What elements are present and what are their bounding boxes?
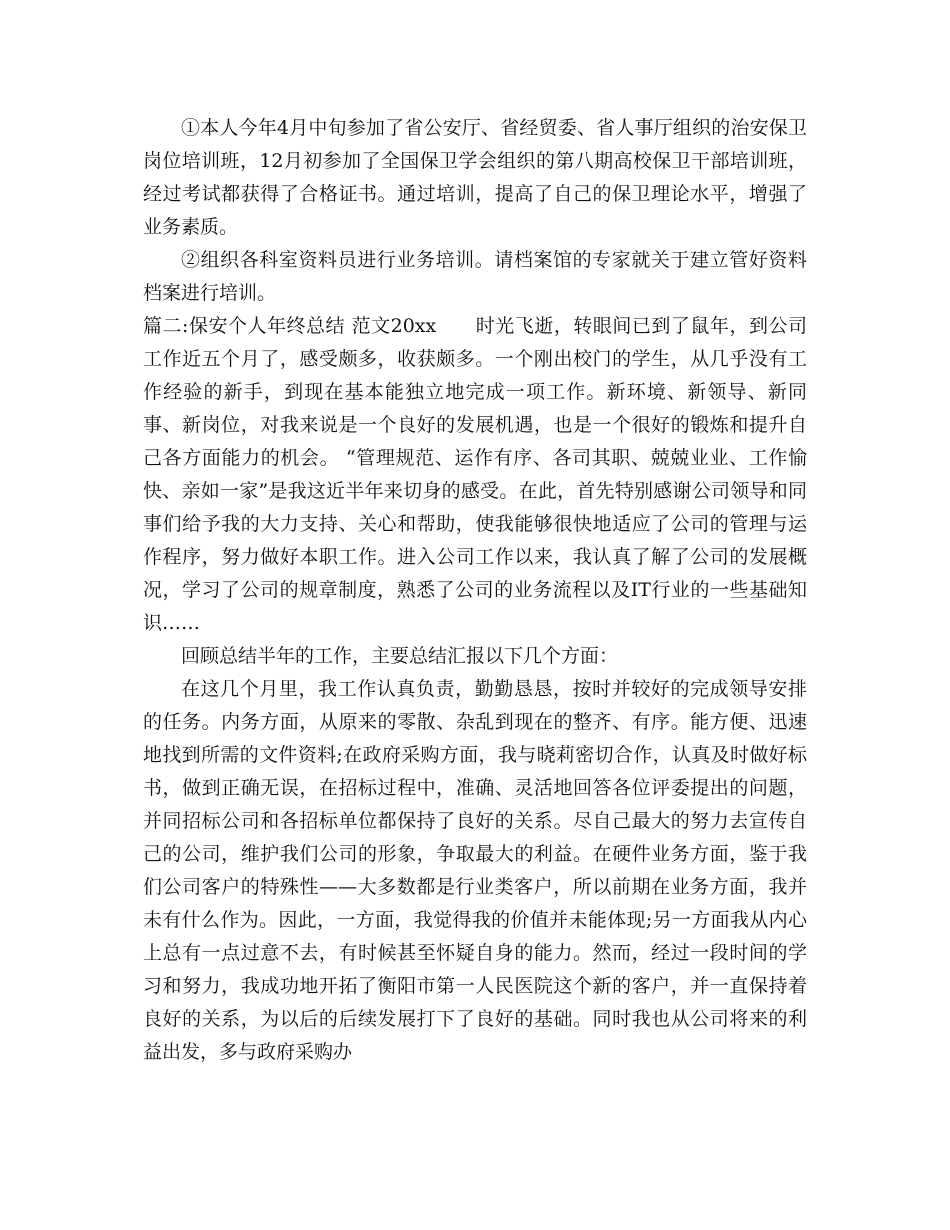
paragraph-work-details: 在这几个月里，我工作认真负责，勤勤恳恳，按时并较好的完成领导安排的任务。内务方面，从原来的零散、杂乱到现在的整齐、有序。能方便、迅速地找到所需的文件资料;在政府采购方面，我与晓莉密切合作，认真及时做好标书，做到正确无误，在招标过程中，准确、灵活地回答各位评委提出的问题，并同招标公司和各招标单位都保持了良好的关系。尽自己最大的努力去宣传自己的公司，维护我们公司的形象，争取最大的利益。在硬件业务方面，鉴于我们公司客户的特殊性——大多数都是行业类客户，所以前期在业务方面，我并未有什么作为。因此，一方面，我觉得我的价值并未能体现;另一方面我从内心上总有一点过意不去，有时候甚至怀疑自身的能力。然而，经过一段时间的学习和努力，我成功地开拓了衡阳市第一人民医院这个新的客户，并一直保持着良好的关系，为以后的后续发展打下了良好的基础。同时我也从公司将来的利益出发，多与政府采购办 [143,678,807,1063]
paragraph-archive-training: ②组织各科室资料员进行业务培训。请档案馆的专家就关于建立管好资料档案进行培训。 [143,249,807,304]
paragraph-training-certificate: ①本人今年4月中旬参加了省公安厅、省经贸委、省人事厅组织的治安保卫岗位培训班，12月初参加了全国保卫学会组织的第八期高校保卫干部培训班，经过考试都获得了合格证书。通过培训，提高了自己的保卫理论水平，增强了业务素质。 [143,117,807,238]
section-heading: 篇二:保安个人年终总结 范文20xx [143,315,437,337]
section-two-body: 时光飞逝，转眼间已到了鼠年，到公司工作近五个月了，感受颇多，收获颇多。一个刚出校门的学生，从几乎没有工作经验的新手，到现在基本能独立地完成一项工作。新环境、新领导、新同事、新岗位，对我来说是一个良好的发展机遇，也是一个很好的锻炼和提升自己各方面能力的机会。 “管理规范、运作有序、各司其职、兢兢业业、工作愉快、亲如一家”是我这近半年来切身的感受。在此，首先特别感谢公司领导和同事们给予我的大力支持、关心和帮助，使我能够很快地适应了公司的管理与运作程序，努力做好本职工作。进入公司工作以来，我认真了解了公司的发展概况，学习了公司的规章制度，熟悉了公司的业务流程以及IT行业的一些基础知识…… [143,315,807,634]
document-body [143,112,807,1069]
section-gap [436,315,476,337]
paragraph-review-summary: 回顾总结半年的工作，主要总结汇报以下几个方面： [181,645,619,667]
paragraph-section-two [143,310,807,640]
